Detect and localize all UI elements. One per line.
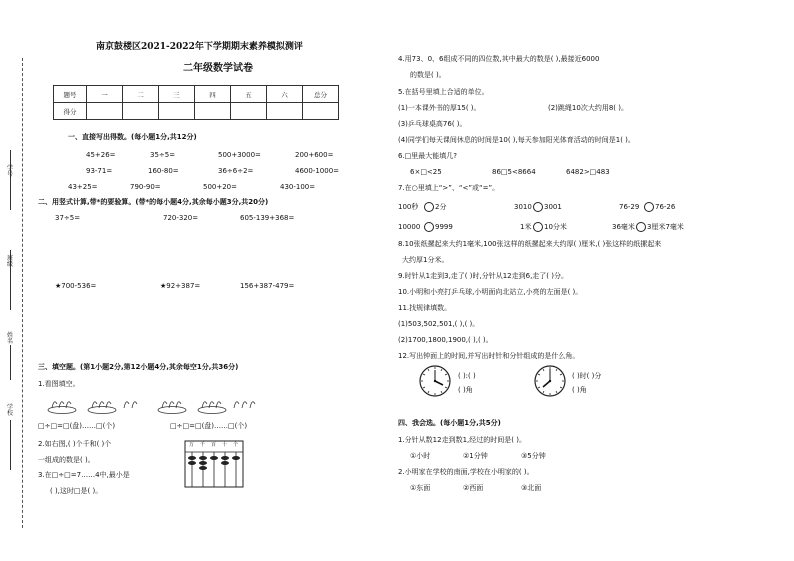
exam-subtitle: 二年级数学试卷	[183, 63, 253, 74]
score-cell: 三	[159, 86, 195, 103]
vertical-calc-item: 156+387-479=	[240, 282, 295, 290]
question-text: 一组成的数是( )。	[38, 456, 95, 464]
choice-option[interactable]: ②西面	[463, 484, 484, 492]
calc-item: 35÷5=	[150, 151, 176, 159]
question-text: ( ),这时□是( )。	[50, 487, 103, 495]
section2-heading: 二、用竖式计算,带*的要验算。(带*的每小题4分,其余每小题3分,共20分)	[38, 198, 269, 206]
calc-item: 500+3000=	[218, 151, 261, 159]
question-text: □÷□=□(盘)……□(个)	[170, 422, 248, 430]
vertical-calc-item: 605-139+368=	[240, 214, 295, 222]
compare-circle[interactable]	[424, 202, 434, 212]
margin-label-school: 学校	[6, 404, 13, 418]
binding-line	[10, 150, 11, 210]
question-text: 2.小明家在学校的南面,学校在小明家的( )。	[398, 468, 534, 476]
choice-option[interactable]: ③北面	[521, 484, 542, 492]
abacus-label: 个	[233, 442, 239, 448]
clock-face-2	[533, 364, 567, 398]
question-text: 1.分针从数12走到数1,经过的时间是( )。	[398, 436, 526, 444]
calc-item: 43+25=	[68, 183, 98, 191]
question-text: 7.在○里填上“>”、“<”或“=”。	[398, 184, 500, 192]
vertical-calc-item: ★700-536=	[55, 282, 97, 290]
abacus-label: 千	[200, 442, 206, 448]
compare-item: 3010	[514, 203, 532, 211]
compare-item: 3厘米7毫米	[647, 223, 684, 231]
question-text: (1)一本课外书的厚15( )。	[398, 104, 481, 112]
score-cell: 二	[123, 86, 159, 103]
calc-item: 45+26=	[86, 151, 116, 159]
compare-item: 3001	[544, 203, 562, 211]
clock-face-1	[418, 364, 452, 398]
abacus-label: 十	[222, 442, 228, 448]
vertical-calc-item: ★92+387=	[160, 282, 201, 290]
choice-option[interactable]: ②1分钟	[463, 452, 488, 460]
section4-heading: 四、我会选。(每小题1分,共5分)	[398, 419, 501, 427]
question-text: 8.10张纸摞起来大约1毫米,100张这样的纸摞起来大约厚( )厘米,( )张这样的纸摞起来	[398, 240, 662, 248]
question-text: 6×□<25	[410, 168, 442, 176]
abacus-label: 万	[189, 442, 195, 448]
calc-item: 93-71=	[86, 167, 113, 175]
question-text: 1.看图填空。	[38, 380, 80, 388]
margin-label-class: 班级	[6, 255, 13, 269]
score-cell: 一	[87, 86, 123, 103]
question-text: 2.如右图,( )个千和( )个	[38, 440, 112, 448]
score-table-header-row	[54, 86, 339, 103]
compare-circle[interactable]	[424, 222, 434, 232]
question-text: 9.时针从1走到3,走了( )时,分针从12走到6,走了( )分。	[398, 272, 568, 280]
clock2-angle-blank: ( )角	[572, 386, 587, 394]
clock2-time-blank: ( )时( )分	[572, 372, 602, 380]
choice-option[interactable]: ①东面	[410, 484, 431, 492]
calc-item: 160-80=	[148, 167, 179, 175]
choice-option[interactable]: ①小时	[410, 452, 431, 460]
compare-item: 76-26	[655, 203, 676, 211]
compare-item: 100秒	[398, 203, 419, 211]
score-cell: 六	[267, 86, 303, 103]
score-input-cell[interactable]	[267, 103, 303, 120]
vertical-calc-item: 720-320=	[163, 214, 199, 222]
question-text: 86□5<8664	[492, 168, 536, 176]
margin-label-student-id: 学号	[6, 165, 13, 179]
binding-dashed-line	[22, 58, 23, 528]
margin-label-name: 姓名	[6, 332, 13, 346]
clock1-angle-blank: ( )角	[458, 386, 473, 394]
question-text: (3)乒乓球桌高76( )。	[398, 120, 467, 128]
question-text: 4.用73、0、6组成不同的四位数,其中最大的数是( ),最接近6000	[398, 55, 600, 63]
section1-heading: 一、直接写出得数。(每小题1分,共12分)	[68, 133, 197, 141]
compare-item: 76-29	[619, 203, 640, 211]
score-input-cell[interactable]	[87, 103, 123, 120]
score-input-cell[interactable]	[195, 103, 231, 120]
calc-item: 36÷6÷2=	[218, 167, 254, 175]
question-text: (2)1700,1800,1900,( ),( )。	[398, 336, 493, 344]
pear-plates-illustration	[44, 393, 260, 415]
binding-line	[10, 345, 11, 380]
clock1-time-blank: ( ):( )	[458, 372, 476, 380]
calc-item: 790-90=	[130, 183, 161, 191]
question-text: 6482>□483	[566, 168, 610, 176]
question-text: (1)503,502,501,( ),( )。	[398, 320, 480, 328]
score-table-score-row	[54, 103, 339, 120]
compare-item: 9999	[435, 223, 453, 231]
question-text: (4)同学们每天课间休息的时间是10( ),每天参加阳光体育活动的时间是1( )。	[398, 136, 635, 144]
compare-item: 2分	[435, 203, 447, 211]
compare-circle[interactable]	[644, 202, 654, 212]
score-cell: 得分	[54, 103, 87, 120]
compare-circle[interactable]	[533, 222, 543, 232]
abacus-label: 百	[211, 442, 217, 448]
score-input-cell[interactable]	[231, 103, 267, 120]
question-text: 6.□里最大能填几?	[398, 152, 458, 160]
question-text: □÷□=□(盘)……□(个)	[38, 422, 116, 430]
binding-line	[10, 420, 11, 470]
compare-circle[interactable]	[533, 202, 543, 212]
score-input-cell[interactable]	[303, 103, 339, 120]
question-text: (2)跳绳10次大约用8( )。	[548, 104, 628, 112]
question-text: 3.在□÷□=7……4中,最小是	[38, 471, 130, 479]
compare-item: 1米	[520, 223, 532, 231]
question-text: 12.写出钟面上的时间,并写出时针和分针组成的是什么角。	[398, 352, 580, 360]
compare-item: 10000	[398, 223, 421, 231]
calc-item: 200+600=	[295, 151, 334, 159]
section3-heading: 三、填空题。(第1小题2分,第12小题4分,其余每空1分,共36分)	[38, 363, 239, 371]
question-text: 11.找规律填数。	[398, 304, 452, 312]
vertical-calc-item: 37÷5=	[55, 214, 81, 222]
question-text: 的数是( )。	[410, 71, 446, 79]
calc-item: 430-100=	[280, 183, 316, 191]
score-cell: 总分	[303, 86, 339, 103]
abacus-illustration	[184, 440, 244, 488]
exam-title: 南京鼓楼区2021-2022年下学期期末素养模拟测评	[96, 42, 303, 52]
score-input-cell[interactable]	[123, 103, 159, 120]
choice-option[interactable]: ③5分钟	[521, 452, 546, 460]
score-input-cell[interactable]	[159, 103, 195, 120]
question-text: 10.小明和小亮打乒乓球,小明面向北站立,小亮的左面是( )。	[398, 288, 583, 296]
question-text: 大约厚1分米。	[402, 256, 449, 264]
calc-item: 4600-1000=	[295, 167, 340, 175]
score-cell: 四	[195, 86, 231, 103]
question-text: 5.在括号里填上合适的单位。	[398, 88, 489, 96]
score-table	[53, 85, 339, 120]
compare-item: 10分米	[544, 223, 567, 231]
compare-circle[interactable]	[636, 222, 646, 232]
score-cell: 题号	[54, 86, 87, 103]
score-cell: 五	[231, 86, 267, 103]
compare-item: 36毫米	[612, 223, 635, 231]
calc-item: 500+20=	[203, 183, 237, 191]
